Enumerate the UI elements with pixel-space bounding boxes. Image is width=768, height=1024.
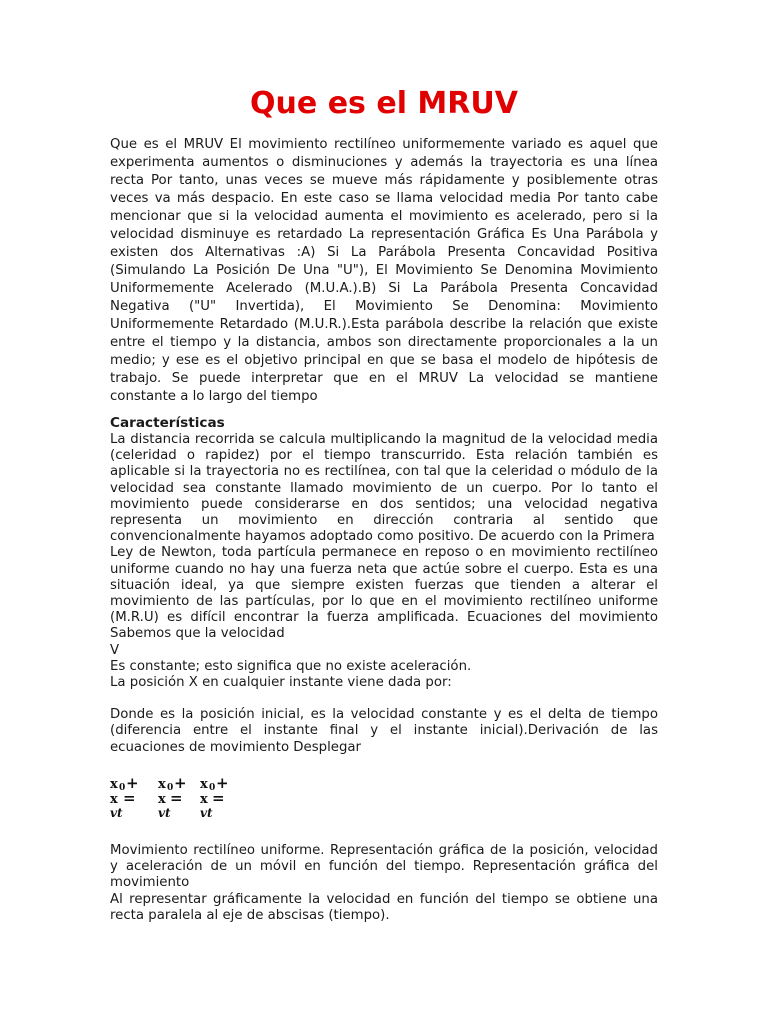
formula-image — [110, 776, 250, 820]
svg-text:x: x — [110, 792, 118, 807]
paragraph: La posición X en cualquier instante viene dada por: — [110, 675, 452, 691]
svg-text:+: + — [174, 776, 187, 792]
svg-text:+: + — [216, 776, 229, 792]
svg-text:0: 0 — [209, 783, 216, 793]
svg-text:vt: vt — [200, 806, 213, 820]
formula-column — [123, 776, 139, 807]
svg-text:x: x — [200, 777, 208, 792]
paragraph: Donde es la posición inicial, es la velocidad constante y es el delta de tiempo (diferencia entre el instante final y el instante inicial).Derivación de las ecuaciones de movimiento Desplegar — [110, 707, 658, 755]
characteristics-body — [110, 432, 658, 756]
svg-text:+: + — [126, 776, 139, 792]
paragraph: La distancia recorrida se calcula multiplicando la magnitud de la velocidad media (celeridad o rapidez) por el tiempo transcurrido. Esta relación también es aplicable si la trayectoria no es rectilínea, con tal que la celeridad o módulo de la velocidad sea constante llamado movimiento de un cuerpo. Por lo tanto el movimiento puede considerarse en dos sentidos; una velocidad negativa representa un movimiento en dirección contraria al sentido que convencionalmente hayamos adoptado como positivo. De acuerdo con la Primera — [110, 432, 658, 545]
paragraph: Al representar gráficamente la velocidad en función del tiempo se obtiene una recta paralela al eje de abscisas (tiempo). — [110, 891, 658, 923]
page-title: Que es el MRUV — [250, 86, 518, 121]
svg-text:=: = — [170, 789, 183, 807]
spacer — [110, 691, 658, 707]
paragraph: Ley de Newton, toda partícula permanece en reposo o en movimiento rectilíneo uniforme cuando no hay una fuerza neta que actúe sobre el cuerpo. Esta es una situación ideal, ya que siempre existen fuerzas que tienden a alterar el movimiento de las partículas, por lo que en el movimiento rectilíneo uniforme (M.R.U) es difícil encontrar la fuerza amplificada. Ecuaciones del movimiento Sabemos que la velocidad — [110, 545, 658, 642]
svg-text:=: = — [212, 789, 225, 807]
svg-text:=: = — [123, 789, 136, 807]
svg-text:0: 0 — [119, 783, 126, 793]
paragraph: Es constante; esto significa que no existe aceleración. — [110, 658, 472, 674]
formula-column — [170, 776, 187, 807]
paragraph: V — [110, 642, 120, 658]
paragraph: Movimiento rectilíneo uniforme. Representación gráfica de la posición, velocidad y aceleración de un móvil en función del tiempo. Representación gráfica del movimiento — [110, 843, 658, 891]
svg-text:0: 0 — [167, 783, 174, 793]
svg-text:vt: vt — [158, 806, 171, 820]
section-heading: Características — [110, 415, 225, 431]
intro-paragraph: Que es el MRUV El movimiento rectilíneo uniformemente variado es aquel que experimenta aumentos o disminuciones y además la trayectoria es una línea recta Por tanto, unas veces se mueve más rápidamente y posiblemente otras veces va más despacio. En este caso se llama velocidad media Por tanto cabe mencionar que si la velocidad aumenta el movimiento es acelerado, pero si la velocidad disminuye es retardado La representación Gráfica Es Una Parábola y existen dos Alternativas :A) Si La Parábola Presenta Concavidad Positiva (Simulando La Posición De Una "U"), El Movimiento Se Denomina Movimiento Uniformemente Acelerado (M.U.A.).B) Si La Parábola Presenta Concavidad Negativa ("U" Invertida), El Movimiento Se Denomina: Movimiento Uniformemente Retardado (M.U.R.).Esta parábola describe la relación que existe entre el tiempo y la distancia, ambos son directamente proporcionales a la un medio; y ese es el objetivo principal en que se basa el modelo de hipótesis de trabajo. Se puede interpretar que en el MRUV La velocidad se mantiene constante a lo largo del tiempo — [110, 137, 658, 404]
svg-text:x: x — [158, 792, 166, 807]
svg-text:x: x — [200, 792, 208, 807]
svg-text:x: x — [110, 777, 118, 792]
svg-text:x: x — [158, 777, 166, 792]
svg-text:vt: vt — [110, 806, 123, 820]
graph-description — [110, 843, 658, 924]
formula-column — [212, 776, 229, 807]
